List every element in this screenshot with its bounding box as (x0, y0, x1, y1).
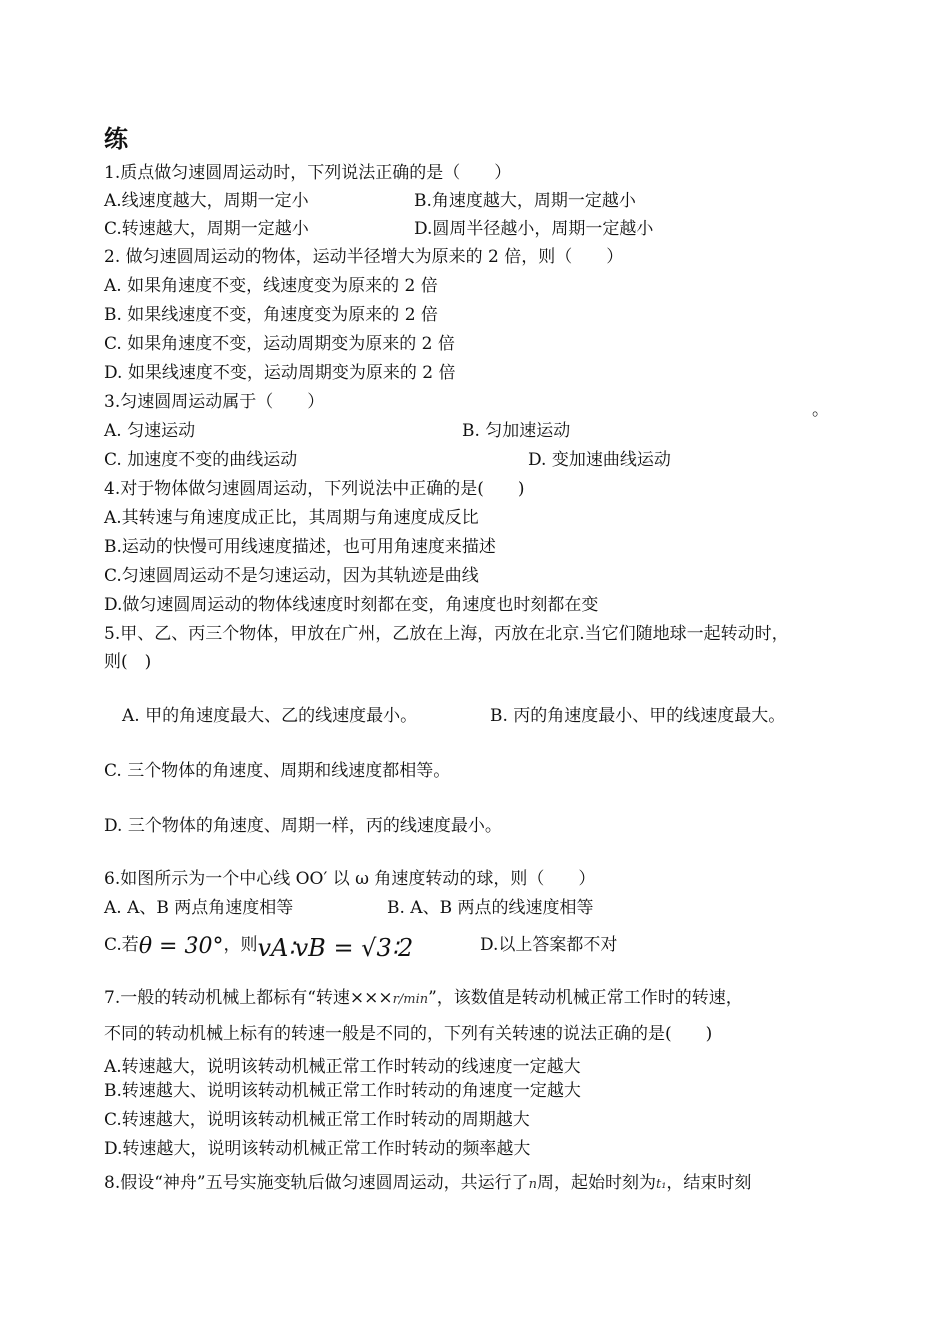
question-6-option-a: A. A、B 两点角速度相等 (104, 898, 294, 918)
rpm-unit: r/min (392, 992, 429, 1007)
question-5: 5.甲、乙、丙三个物体，甲放在广州，乙放在上海，丙放在北京.当它们随地球一起转动时， (104, 624, 789, 644)
question-8 (104, 1172, 751, 1196)
question-4-option-a: A.其转速与角速度成正比，其周期与角速度成反比 (104, 508, 479, 528)
question-6: 6.如图所示为一个中心线 OO′ 以 ω 角速度转动的球，则（ ） (104, 869, 596, 889)
question-1: 1.质点做匀速圆周运动时，下列说法正确的是（ ） (104, 163, 512, 183)
question-1-option-b: B.角速度越大，周期一定越小 (414, 191, 636, 211)
question-7-option-c: C.转速越大，说明该转动机械正常工作时转动的周期越大 (104, 1110, 530, 1130)
question-5-option-b: B. 丙的角速度最小、甲的线速度最大。 (490, 706, 786, 726)
question-3-option-b: B. 匀加速运动 (462, 421, 571, 441)
question-4-option-b: B.运动的快慢可用线速度描述，也可用角速度来描述 (104, 537, 496, 557)
question-7-continued: 不同的转动机械上标有的转速一般是不同的，下列有关转速的说法正确的是( ) (104, 1024, 713, 1044)
option-c-mid: ，则 (223, 935, 258, 955)
question-3: 3.匀速圆周运动属于（ ） (104, 392, 325, 412)
question-7-prefix: 7.一般的转动机械上都标有“转速××× (104, 988, 393, 1008)
theta-formula: θ = 30° (138, 934, 224, 959)
question-3-option-d: D. 变加速曲线运动 (528, 450, 671, 470)
question-3-end-mark: 。 (812, 400, 829, 420)
question-2: 2. 做匀速圆周运动的物体，运动半径增大为原来的 2 倍，则（ ） (104, 247, 624, 267)
question-8-suffix: ，结束时刻 (666, 1173, 752, 1193)
question-7-option-d: D.转速越大，说明该转动机械正常工作时转动的频率越大 (104, 1139, 531, 1159)
page-title: 练 (104, 124, 128, 153)
question-3-option-c: C. 加速度不变的曲线运动 (104, 450, 298, 470)
question-7 (104, 987, 743, 1011)
question-1-option-c: C.转速越大，周期一定越小 (104, 219, 309, 239)
question-2-option-d: D. 如果线速度不变，运动周期变为原来的 2 倍 (104, 363, 456, 383)
question-1-option-a: A.线速度越大，周期一定小 (104, 191, 309, 211)
question-7-option-a: A.转速越大，说明该转动机械正常工作时转动的线速度一定越大 (104, 1057, 581, 1077)
question-5-option-a: A. 甲的角速度最大、乙的线速度最小。 (122, 706, 418, 726)
question-6-option-b: B. A、B 两点的线速度相等 (387, 898, 594, 918)
question-6-option-d: D.以上答案都不对 (480, 935, 618, 955)
question-5-option-c: C. 三个物体的角速度、周期和线速度都相等。 (104, 761, 451, 781)
question-4-option-d: D.做匀速圆周运动的物体线速度时刻都在变，角速度也时刻都在变 (104, 595, 599, 615)
question-7-suffix: ”，该数值是转动机械正常工作时的转速， (428, 988, 743, 1008)
question-4-option-c: C.匀速圆周运动不是匀速运动，因为其轨迹是曲线 (104, 566, 479, 586)
option-c-prefix: C.若 (104, 935, 139, 955)
question-7-option-b: B.转速越大、说明该转动机械正常工作时转动的角速度一定越大 (104, 1081, 581, 1101)
question-4: 4.对于物体做匀速圆周运动，下列说法中正确的是( ) (104, 479, 525, 499)
question-8-mid: 周，起始时刻为 (536, 1173, 656, 1193)
variable-t1: t₁ (655, 1177, 667, 1192)
question-5-option-d: D. 三个物体的角速度、周期一样，丙的线速度最小。 (104, 816, 502, 836)
question-1-option-d: D.圆周半径越小，周期一定越小 (414, 219, 654, 239)
velocity-ratio-formula: vA∶vB = √3∶2 (257, 934, 414, 962)
question-8-prefix: 8.假设“神舟”五号实施变轨后做匀速圆周运动，共运行了 (104, 1173, 529, 1193)
question-2-option-c: C. 如果角速度不变，运动周期变为原来的 2 倍 (104, 334, 455, 354)
question-2-option-b: B. 如果线速度不变，角速度变为原来的 2 倍 (104, 305, 438, 325)
question-5-continued: 则( ) (104, 652, 152, 672)
question-2-option-a: A. 如果角速度不变，线速度变为原来的 2 倍 (104, 276, 438, 296)
variable-n: n (528, 1177, 537, 1192)
question-3-option-a: A. 匀速运动 (104, 421, 196, 441)
question-6-option-c (104, 934, 414, 962)
